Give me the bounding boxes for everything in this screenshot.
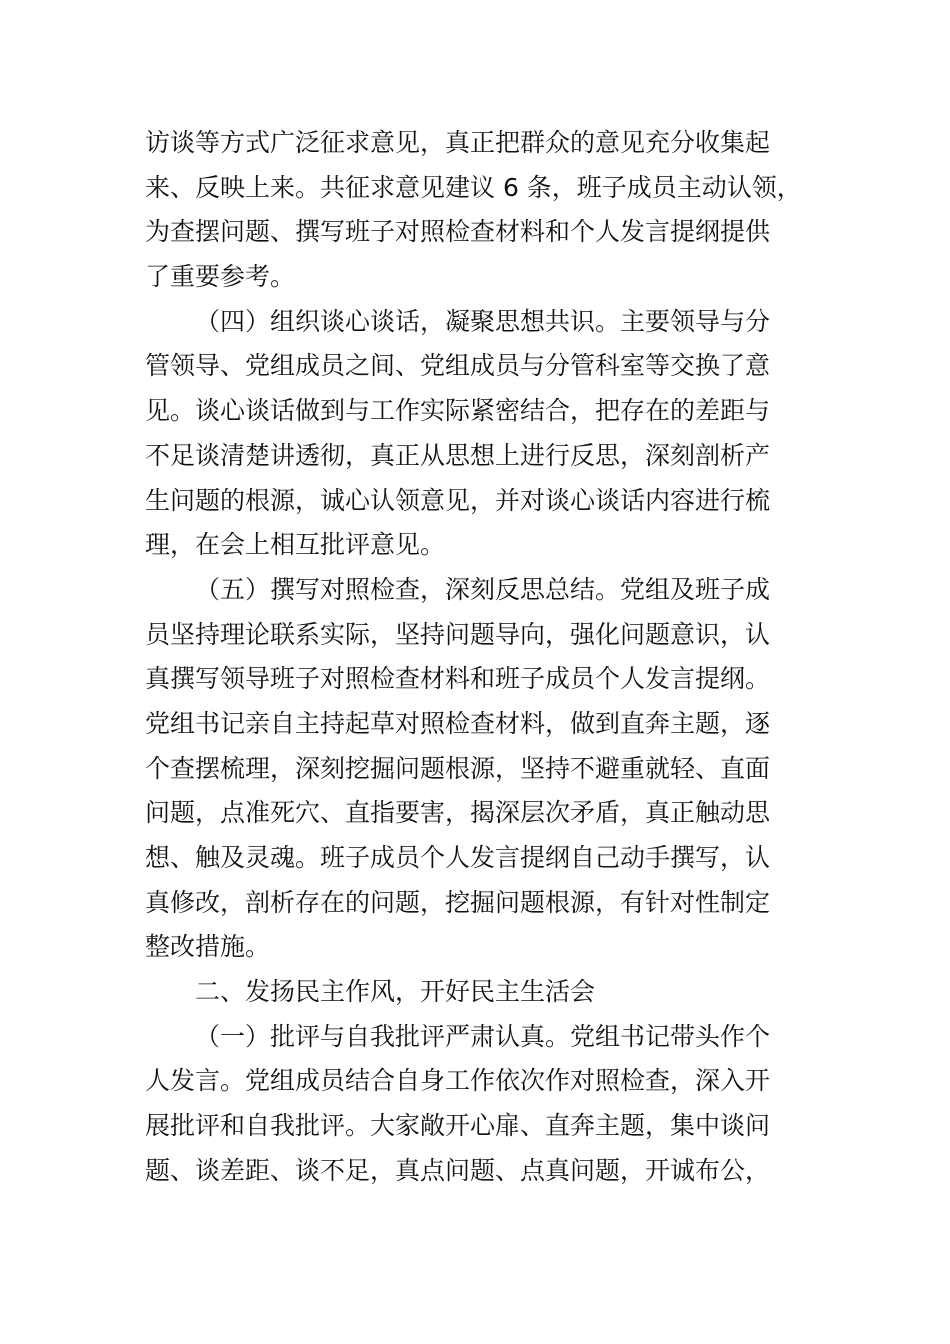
paragraph-start-line: （一）批评与自我批评严肃认真。党组书记带头作个 [195,1021,771,1051]
body-line: 整改措施。 [145,932,271,962]
body-line: 党组书记亲自主持起草对照检查材料，做到直奔主题，逐 [145,708,771,738]
body-line: 生问题的根源，诚心认领意见，并对谈心谈话内容进行梳 [145,485,771,515]
body-line: 人发言。党组成员结合自身工作依次作对照检查，深入开 [145,1066,771,1096]
paragraph-start-line: （四）组织谈心谈话，凝聚思想共识。主要领导与分 [195,306,771,336]
body-line: 真撰写领导班子对照检查材料和班子成员个人发言提纲。 [145,664,771,694]
body-line: 管领导、党组成员之间、党组成员与分管科室等交换了意 [145,351,771,381]
body-line: 为查摆问题、撰写班子对照检查材料和个人发言提纲提供 [145,217,771,247]
body-line: 不足谈清楚讲透彻，真正从思想上进行反思，深刻剖析产 [145,440,771,470]
body-line: 题、谈差距、谈不足，真点问题、点真问题，开诚布公， [145,1155,771,1185]
body-line: 员坚持理论联系实际，坚持问题导向，强化问题意识，认 [145,619,771,649]
paragraph-start-line: （五）撰写对照检查，深刻反思总结。党组及班子成 [195,574,771,604]
body-line: 理，在会上相互批评意见。 [145,530,446,560]
body-line: 来、反映上来。共征求意见建议 6 条，班子成员主动认领， [145,172,802,202]
body-line: 真修改，剖析存在的问题，挖掘问题根源，有针对性制定 [145,887,771,917]
body-line: 展批评和自我批评。大家敞开心扉、直奔主题，集中谈问 [145,1111,771,1141]
section-heading: 二、发扬民主作风，开好民主生活会 [195,977,596,1007]
body-line: 想、触及灵魂。班子成员个人发言提纲自己动手撰写，认 [145,843,771,872]
body-line: 问题，点准死穴、直指要害，揭深层次矛盾，真正触动思 [145,798,771,828]
body-line: 访谈等方式广泛征求意见，真正把群众的意见充分收集起 [145,128,771,157]
body-line: 了重要参考。 [145,262,296,292]
body-line: 个查摆梳理，深刻挖掘问题根源，坚持不避重就轻、直面 [145,753,771,783]
document-body [145,121,802,1194]
body-line: 见。谈心谈话做到与工作实际紧密结合，把存在的差距与 [145,396,771,426]
